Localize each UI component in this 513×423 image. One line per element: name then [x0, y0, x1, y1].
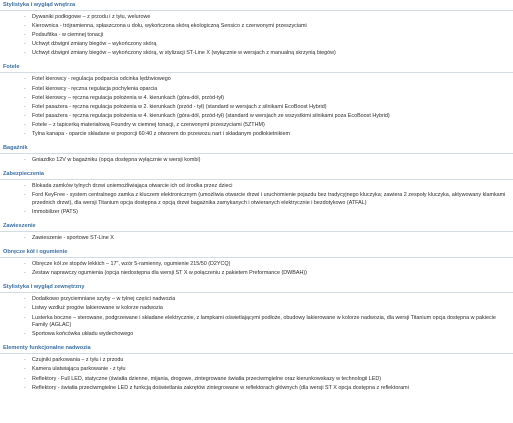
spec-item: - Fotele – z tapicerką materiałową Foundry w ciemnej tonacji, z czerwonymi przeszyciami (5ZTHM) — [0, 122, 513, 130]
spec-list — [0, 293, 513, 343]
spec-item: - Listwy wzdłuż progów lakierowane w kolorze nadwozia — [0, 305, 513, 313]
spec-list — [0, 11, 513, 62]
spec-item: - Sportowa końcówka układu wydechowego — [0, 331, 513, 339]
spec-item: - Dodatkowo przyciemniane szyby – w tylnej części nadwozia — [0, 296, 513, 304]
section-heading: Zawieszenie — [0, 221, 513, 232]
spec-section — [0, 247, 513, 282]
spec-list — [0, 154, 513, 169]
spec-item: - Fotel pasażera - ręczna regulacja położenia w 2. kierunkach (przód - tył) (standard w wersjach z silnikami EcoBoost Hybrid) — [0, 104, 513, 112]
section-heading: Fotele — [0, 62, 513, 73]
section-heading: Zabezpieczenia — [0, 169, 513, 180]
spec-item: - Ford KeyFree - system centralnego zamka z kluczem elektronicznym (umożliwia otwarcie drzwi i uruchomienie pojazdu bez tradycyjnego kluczyka; zawiera 2 zespoły kluczyka, aktywowany klamkami przednich drzwi), dla wersji Titanium opcja dostępna z opcją drzwi bagażnika zamykanych i otwieranych elektrycznie i bezdotykowo (ATFAL) — [0, 192, 513, 207]
spec-item: - Obręcze kół ze stopów lekkich – 17", wzór 5-ramienny, ogumienie 215/50 (D2YCQ) — [0, 261, 513, 269]
spec-item: - Gniazdko 12V w bagażniku (opcja dostępna wyłącznie w wersji kombi) — [0, 157, 513, 165]
spec-section — [0, 62, 513, 143]
spec-list — [0, 232, 513, 247]
spec-item: - Fotel kierowcy - ręczna regulacja pochylenia oparcia — [0, 86, 513, 94]
spec-item: - Zestaw naprawczy ogumienia (opcja niedostępna dla wersji ST X w połączeniu z pakietem Preformance (DWBAH)) — [0, 270, 513, 278]
spec-item: - Kierownica - trójramienna, spłaszczona u dołu, wykończona skórą ekologiczną Sensico z czerwonymi przeszyciami — [0, 23, 513, 31]
section-heading: Obręcze kół i ogumienie — [0, 247, 513, 258]
spec-section — [0, 221, 513, 247]
spec-item: - Tylna kanapa - oparcie składane w proporcji 60:40 z otworem do przewozu nart i składanym podłokietnikiem — [0, 131, 513, 139]
spec-section — [0, 143, 513, 169]
spec-item: - Uchwyt dźwigni zmiany biegów – wykończony skórą — [0, 41, 513, 49]
spec-list — [0, 258, 513, 282]
spec-item: - Lusterka boczne – sterowane, podgrzewane i składane elektrycznie, z lampkami oświetlającymi podłoże, obudowy lakierowane w kolorze nadwozia, dla wersji Titanium opcja dostępna w pakiecie Family (AGLAC) — [0, 315, 513, 330]
spec-section — [0, 0, 513, 62]
spec-list — [0, 180, 513, 221]
spec-item: - Dywaniki podłogowe – z przodu i z tyłu, welurowe — [0, 14, 513, 22]
spec-item: - Reflektory - światła przeciwmgielne LED z funkcją doświetlania zakrętów zintegrowane w reflektorach głównych (dla wersji ST X opcja dostępna z reflektorami — [0, 385, 513, 393]
spec-list — [0, 354, 513, 396]
spec-item: - Blokada zamków tylnych drzwi uniemożliwiająca otwarcie ich od środka przez dzieci — [0, 183, 513, 191]
spec-item: - Fotel pasażera - ręczna regulacja położenia w 4. kierunkach (góra-dół, przód-tył) (standard w wersjach ze wszystkimi silnikami poza EcoBoost Hybrid) — [0, 113, 513, 121]
spec-item: - Reflektory - Full LED, statyczne (światła dzienne, mijania, drogowe, zintegrowane światła przeciwmgielne oraz kierunkowskazy w technologii LED) — [0, 376, 513, 384]
section-heading: Stylistyka i wygląd wnętrza — [0, 0, 513, 11]
spec-item: - Fotel kierowcy – ręczna regulacja położenia w 4. kierunkach (góra-dół, przód-tył) — [0, 95, 513, 103]
spec-item: - Podsufitka - w ciemnej tonacji — [0, 32, 513, 40]
spec-item: - Zawieszenie - sportowe ST-Line X — [0, 235, 513, 243]
spec-section — [0, 282, 513, 343]
section-heading: Stylistyka i wygląd zewnętrzny — [0, 282, 513, 293]
spec-section — [0, 169, 513, 221]
spec-item: - Uchwyt dźwigni zmiany biegów – wykończony skórą, w stylizacji ST-Line X (wyłącznie w wersjach z manualną skrzynią biegów) — [0, 50, 513, 58]
spec-item: - Kamera ułatwiająca parkowanie - z tyłu — [0, 366, 513, 374]
section-heading: Bagażnik — [0, 143, 513, 154]
spec-item: - Fotel kierowcy - regulacja podparcia odcinka lędźwiowego — [0, 76, 513, 84]
spec-item: - Czujniki parkowania – z tyłu i z przodu — [0, 357, 513, 365]
spec-section — [0, 343, 513, 396]
spec-item: - Immobilizer (PATS) — [0, 209, 513, 217]
spec-list — [0, 73, 513, 143]
section-heading: Elementy funkcjonalne nadwozia — [0, 343, 513, 354]
